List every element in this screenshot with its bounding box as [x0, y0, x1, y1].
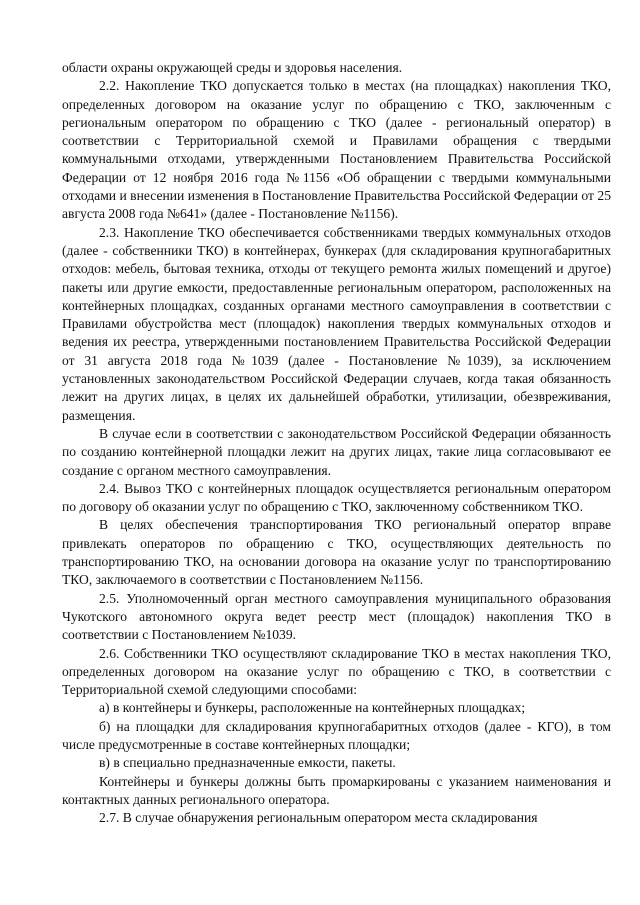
paragraph-2-2: 2.2. Накопление ТКО допускается только в местах (на площадках) накопления ТКО, определенных договором на оказание услуг по обращению с ТКО, заключенным с региональным оператором по обращению с ТКО (далее - региональный оператор) в соответствии с Территориальной схемой и Правилами обращения с твердыми коммунальными отходами, утвержденными Постановлением Правительства Российской Федерации от 12 ноября 2016 года №1156 «Об обращении с твердыми коммунальными отходами и внесении изменения в Постановление Правительства Российской Федерации от 25 августа 2008 года №641» (далее - Постановление №1156).	[62, 78, 611, 222]
paragraph-marking: Контейнеры и бункеры должны быть промаркированы с указанием наименования и контактных данных регионального оператора.	[62, 773, 611, 807]
paragraph-2-4-transport: В целях обеспечения транспортирования ТКО региональный оператор вправе привлекать операторов по обращению с ТКО, осуществляющих деятельность по транспортированию ТКО, на основании договора на оказание услуг по транспортированию ТКО, заключаемого в соответствии с Постановлением №1156.	[62, 517, 611, 588]
document-body	[62, 59, 611, 827]
list-item-a: а) в контейнеры и бункеры, расположенные на контейнерных площадках;	[99, 700, 526, 716]
list-item-v: в) в специально предназначенные емкости, пакеты.	[99, 755, 396, 771]
list-item-b: б) на площадки для складирования крупногабаритных отходов (далее - КГО), в том числе предусмотренные в составе контейнерных площадки;	[62, 718, 611, 752]
paragraph-2-7: 2.7. В случае обнаружения региональным оператором места складирования	[99, 810, 538, 826]
paragraph-2-6: 2.6. Собственники ТКО осуществляют складирование ТКО в местах накопления ТКО, определенных договором на оказание услуг по обращению с ТКО, в соответствии с Территориальной схемой следующими способами:	[62, 645, 611, 698]
paragraph-2-3-exception: В случае если в соответствии с законодательством Российской Федерации обязанность по созданию контейнерной площадки лежит на других лицах, такие лица согласовывают ее создание с органом местного самоуправления.	[62, 425, 611, 478]
paragraph-2-5: 2.5. Уполномоченный орган местного самоуправления муниципального образования Чукотского автономного округа ведет реестр мест (площадок) накопления ТКО в соответствии с Постановлением №1039.	[62, 590, 611, 643]
paragraph-2-4: 2.4. Вывоз ТКО с контейнерных площадок осуществляется региональным оператором по договору об оказании услуг по обращению с ТКО, заключенному собственником ТКО.	[62, 480, 611, 515]
paragraph-2-3: 2.3. Накопление ТКО обеспечивается собственниками твердых коммунальных отходов (далее - собственники ТКО) в контейнерах, бункерах (для складирования крупногабаритных отходов: мебель, бытовая техника, отходы от текущего ремонта жилых помещений и другое) пакеты или другие емкости, предоставленные региональным оператором, расположенных на контейнерных площадках, созданных органами местного самоуправления в соответствии с Правилами обустройства мест (площадок) накопления твердых коммунальных отходов и ведения их реестра, утвержденными постановлением Правительства Российской Федерации от 31 августа 2018 года №1039 (далее - Постановление №1039), за исключением установленных законодательством Российской Федерации случаев, когда такая обязанность лежит на других лицах, в целях их дальнейшей обработки, утилизации, обезвреживания, размещения.	[62, 224, 611, 423]
paragraph-continuation: области охраны окружающей среды и здоровья населения.	[62, 60, 403, 75]
